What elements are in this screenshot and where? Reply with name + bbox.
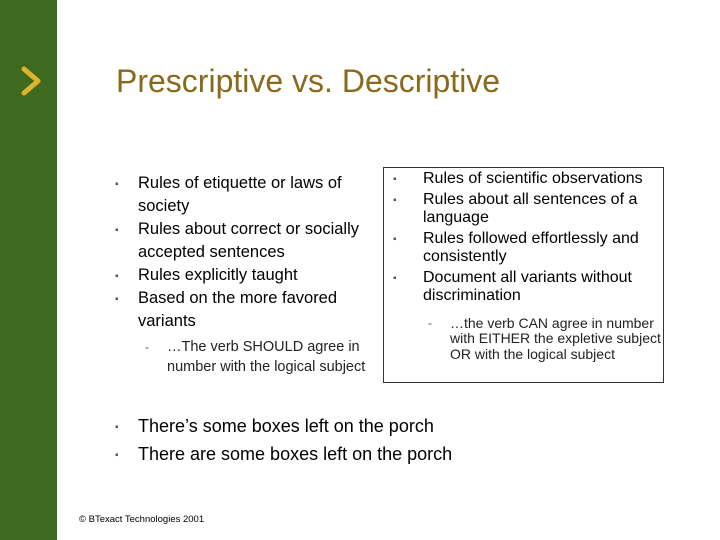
list-item: ▪ Rules about all sentences of a language — [393, 190, 638, 226]
square-bullet-icon: ▪ — [393, 272, 397, 284]
square-bullet-icon: ▪ — [115, 179, 119, 190]
slide-title: Prescriptive vs. Descriptive — [116, 63, 501, 99]
square-bullet-icon: ▪ — [393, 233, 397, 245]
list-item: ▪ Rules of etiquette or laws of society — [115, 174, 342, 215]
left-bullet-list — [115, 172, 370, 333]
list-item: ▪ Rules explicitly taught — [115, 264, 370, 287]
right-column — [393, 170, 668, 362]
list-item: ▪ There’s some boxes left on the porch — [115, 412, 675, 440]
list-item: ▪ Document all variants without discrimination — [393, 268, 632, 304]
square-bullet-icon: ▪ — [393, 174, 397, 185]
square-bullet-icon: ▪ — [115, 225, 119, 236]
sub-list-item: - …The verb SHOULD agree in number with the logical subject — [145, 339, 366, 375]
left-column — [115, 172, 370, 377]
dash-bullet-icon: - — [145, 340, 149, 354]
copyright-footer: © BTexact Technologies 2001 — [79, 514, 205, 525]
chevron-right-icon — [18, 66, 46, 96]
left-sub-list — [115, 337, 370, 377]
list-item: ▪ Rules followed effortlessly and consistently — [393, 229, 639, 265]
list-item: ▪ Rules of scientific observations — [393, 170, 668, 189]
square-bullet-icon: ▪ — [115, 422, 119, 433]
square-bullet-icon: ▪ — [115, 450, 119, 461]
bottom-bullet-list — [115, 412, 675, 468]
square-bullet-icon: ▪ — [115, 294, 119, 305]
sub-list-item: - …the verb CAN agree in number with EITHER the expletive subject OR with the logical subject — [428, 314, 661, 362]
square-bullet-icon: ▪ — [393, 194, 397, 206]
right-bullet-list — [393, 170, 668, 306]
list-item: ▪ There are some boxes left on the porch — [115, 440, 675, 468]
list-item: ▪ Rules about correct or socially accepted sentences — [115, 220, 360, 261]
list-item: ▪ Based on the more favored variants — [115, 289, 338, 330]
dash-bullet-icon: - — [428, 315, 432, 330]
bottom-examples — [115, 412, 675, 468]
sidebar-bar — [0, 0, 57, 540]
right-sub-list — [393, 316, 668, 363]
square-bullet-icon: ▪ — [115, 271, 119, 282]
